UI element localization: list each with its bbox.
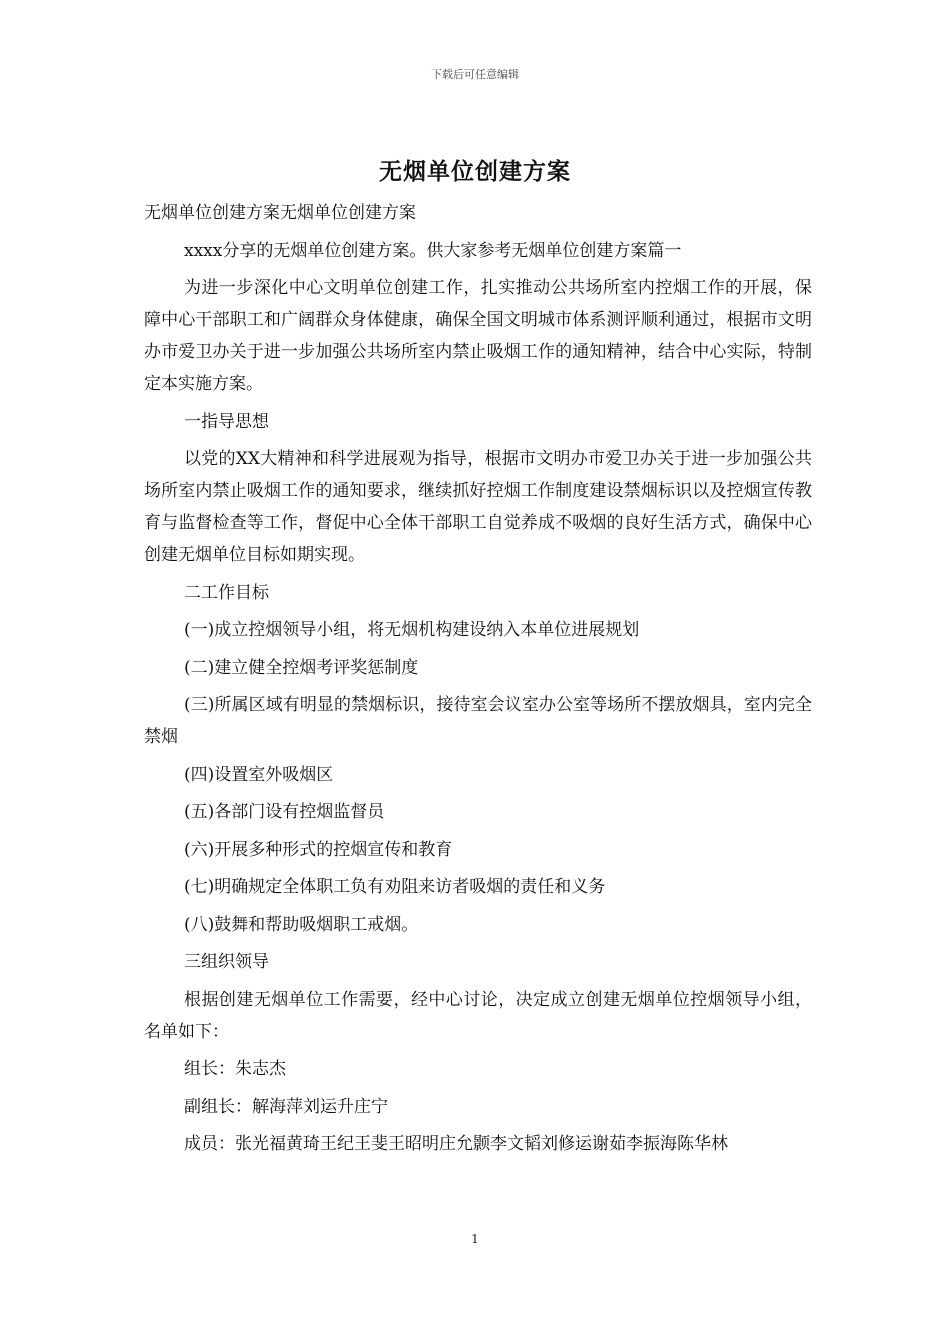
- paragraph-purpose: 为进一步深化中心文明单位创建工作，扎实推动公共场所室内控烟工作的开展，保障中心干部职工和广阔群众身体健康，确保全国文明城市体系测评顺利通过，根据市文明办市爱卫办关于进一步加强公共场所室内禁止吸烟工作的通知精神，结合中心实际，特制定本实施方案。: [144, 278, 812, 394]
- list-item-goal-8: (八)鼓舞和帮助吸烟职工戒烟。: [184, 914, 419, 935]
- section-heading-guiding-ideology: 一指导思想: [184, 411, 269, 432]
- list-item-goal-2: (二)建立健全控烟考评奖惩制度: [184, 657, 419, 678]
- team-deputy-leaders: 副组长：解海萍刘运升庄宁: [184, 1096, 388, 1117]
- section-heading-organization: 三组织领导: [184, 952, 269, 972]
- page-number: 1: [471, 1232, 479, 1246]
- paragraph-guiding-ideology: 以党的XX大精神和科学进展观为指导，根据市文明办市爱卫办关于进一步加强公共场所室内禁止吸烟工作的通知要求，继续抓好控烟工作制度建设禁烟标识以及控烟宣传教育与监督检查等工作，督促中心全体干部职工自觉养成不吸烟的良好生活方式，确保中心创建无烟单位目标如期实现。: [144, 449, 812, 565]
- list-item-goal-1: (一)成立控烟领导小组，将无烟机构建设纳入本单位进展规划: [184, 620, 640, 640]
- list-item-goal-5: (五)各部门设有控烟监督员: [184, 802, 385, 822]
- team-leader: 组长：朱志杰: [184, 1059, 286, 1079]
- paragraph-subtitle: 无烟单位创建方案无烟单位创建方案: [144, 203, 416, 223]
- list-item-goal-4: (四)设置室外吸烟区: [184, 764, 334, 785]
- list-item-goal-7: (七)明确规定全体职工负有劝阻来访者吸烟的责任和义务: [184, 877, 606, 897]
- list-item-goal-6: (六)开展多种形式的控烟宣传和教育: [184, 839, 453, 860]
- section-heading-work-goals: 二工作目标: [184, 582, 269, 603]
- paragraph-intro: xxxx分享的无烟单位创建方案。供大家参考无烟单位创建方案篇一: [184, 240, 682, 261]
- team-members: 成员：张光福黄琦王纪王斐王昭明庄允颢李文韬刘修运谢茹李振海陈华林: [184, 1134, 728, 1154]
- header-note: 下载后可任意编辑: [431, 68, 519, 81]
- document-title: 无烟单位创建方案: [379, 158, 571, 185]
- list-item-goal-3: (三)所属区域有明显的禁烟标识，接待室会议室办公室等场所不摆放烟具，室内完全禁烟: [144, 695, 812, 747]
- document-body: [144, 197, 812, 1166]
- paragraph-organization: 根据创建无烟单位工作需要，经中心讨论，决定成立创建无烟单位控烟领导小组，名单如下：: [144, 989, 812, 1042]
